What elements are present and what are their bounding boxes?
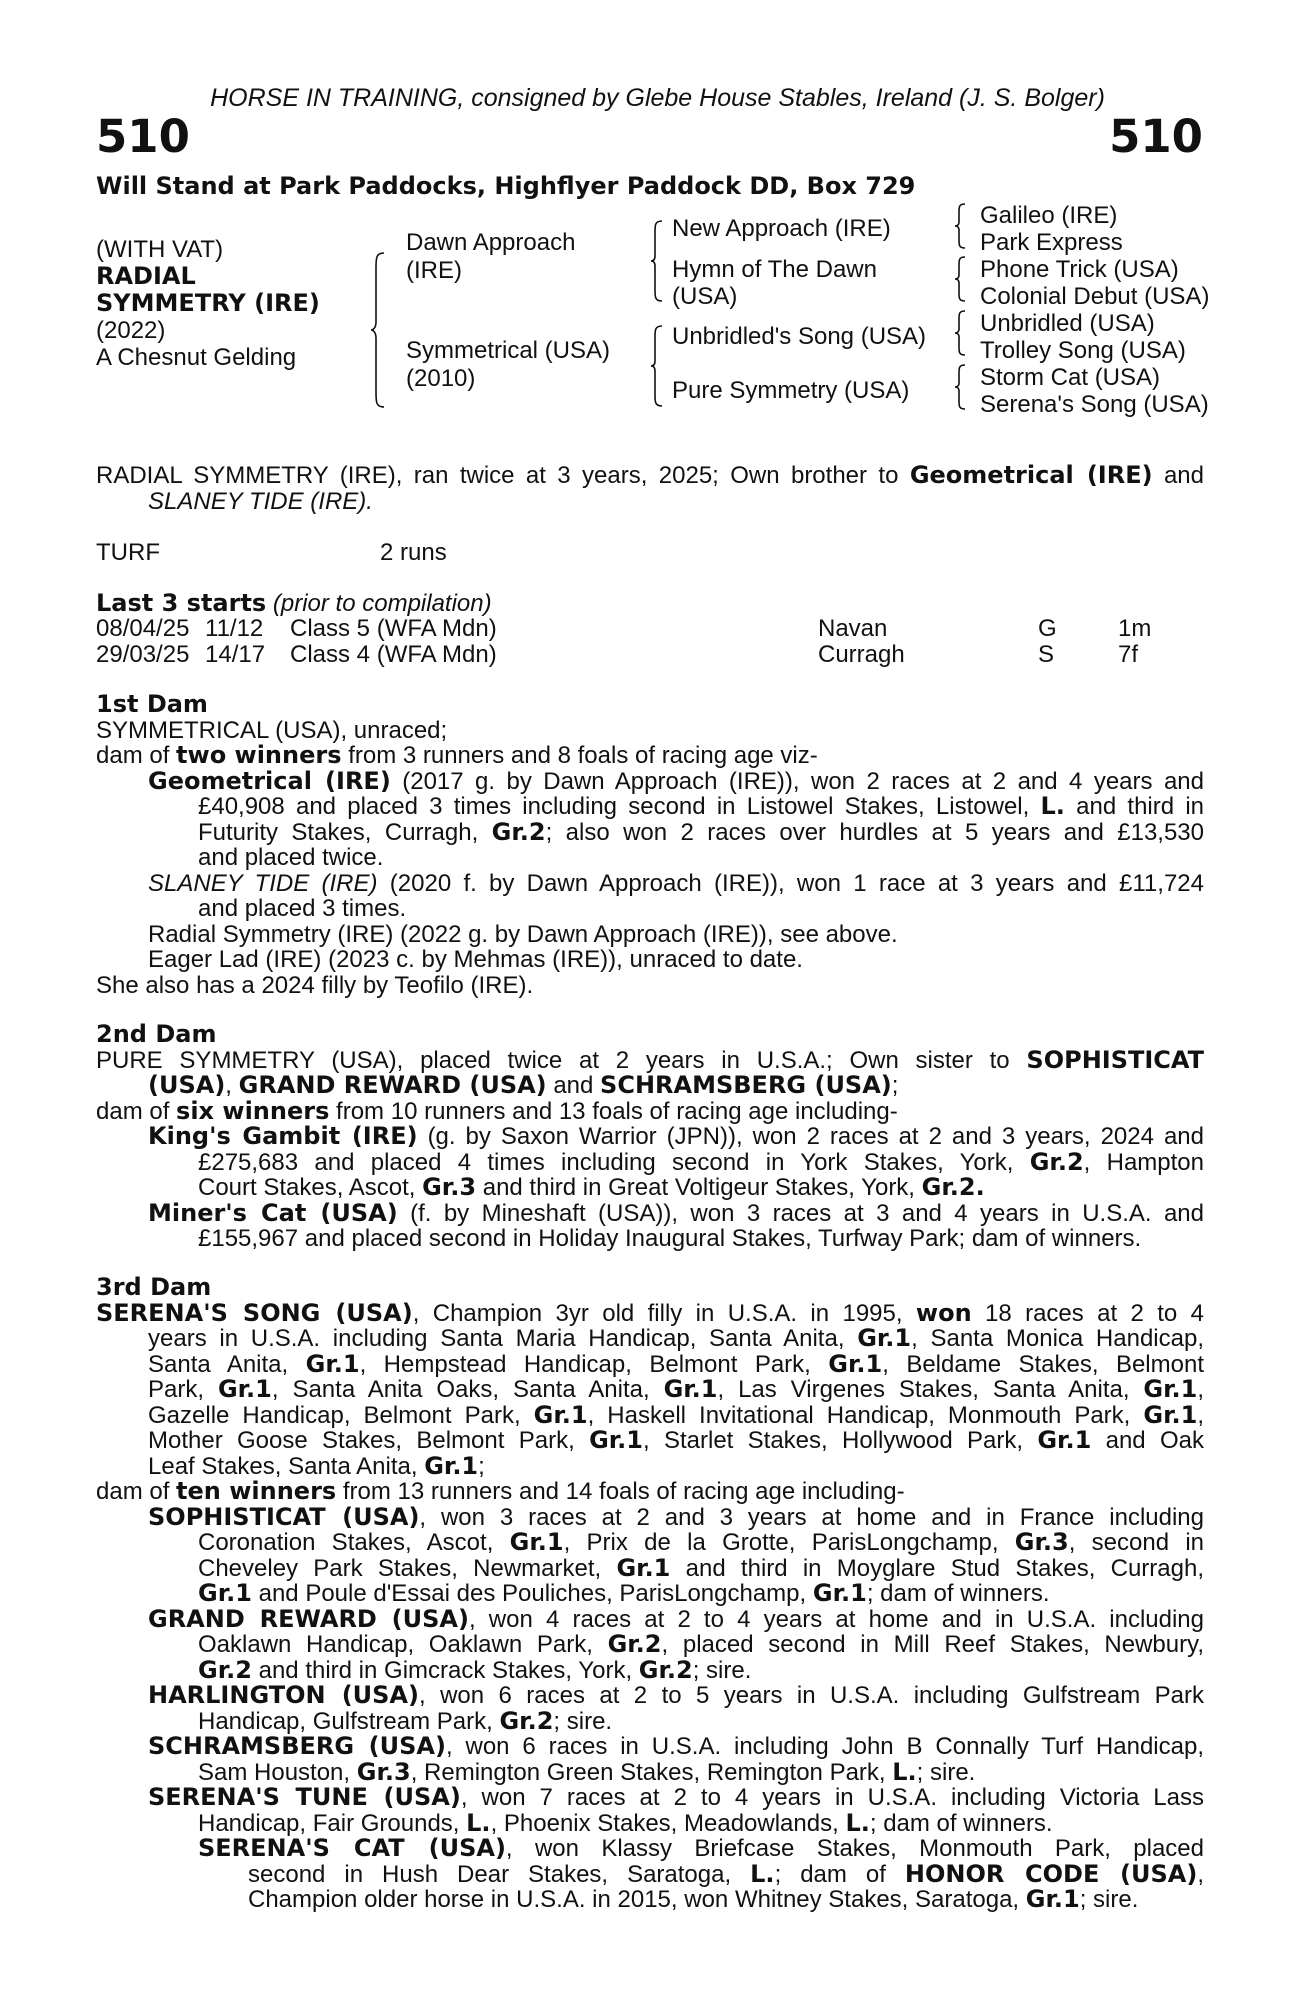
progeny-line: Court Stakes, Ascot, Gr.3 and third in Great Voltigeur Stakes, York, Gr.2.: [198, 1173, 985, 1201]
pedigree-bracket-dam: [650, 325, 668, 407]
second-dam-line: PURE SYMMETRY (USA), placed twice at 2 years in U.S.A.; Own sister to SOPHISTICAT: [96, 1045, 1204, 1074]
second-dam-heading: 2nd Dam: [96, 1020, 217, 1048]
pedigree-bracket-sire: [650, 220, 668, 302]
pedigree-dds: Storm Cat (USA): [980, 364, 1161, 391]
serenas-song-line: Gazelle Handicap, Belmont Park, Gr.1, Haskell Invitational Handicap, Monmouth Park, Gr.1,: [148, 1400, 1204, 1429]
third-dam-line: dam of ten winners from 13 runners and 14 foals of racing age including-: [96, 1477, 905, 1505]
pedigree-dam-dam: Pure Symmetry (USA): [672, 377, 910, 404]
progeny-line: Oaklawn Handicap, Oaklawn Park, Gr.2, placed second in Mill Reef Stakes, Newbury,: [198, 1630, 1205, 1658]
progeny-line: Sam Houston, Gr.3, Remington Green Stakes, Remington Park, L.; sire.: [198, 1757, 976, 1786]
pedigree-sire-line2: (IRE): [406, 257, 462, 284]
first-dam-heading: 1st Dam: [96, 690, 208, 718]
first-dam-line: She also has a 2024 filly by Teofilo (IRE).: [96, 971, 534, 999]
serenas-song-line: Park, Gr.1, Santa Anita Oaks, Santa Anita, Gr.1, Las Virgenes Stakes, Santa Anita, Gr.1,: [148, 1375, 1205, 1403]
stand-location: Will Stand at Park Paddocks, Highflyer Paddock DD, Box 729: [96, 172, 916, 200]
horse-name-line1: RADIAL: [96, 262, 196, 290]
progeny-line: and placed 3 times.: [198, 895, 407, 922]
horse-vat: (WITH VAT): [96, 236, 224, 263]
turf-label: TURF: [96, 539, 160, 566]
row-distance: 1m: [1118, 615, 1152, 642]
progeny-line: Champion older horse in U.S.A. in 2015, won Whitney Stakes, Saratoga, Gr.1; sire.: [248, 1885, 1139, 1913]
progeny-sophisticat: SOPHISTICAT (USA), won 3 races at 2 and 3 years at home and in France including: [148, 1502, 1204, 1531]
last3-heading: Last 3 starts (prior to compilation): [96, 589, 492, 617]
progeny-radial-symmetry: Radial Symmetry (IRE) (2022 g. by Dawn Approach (IRE)), see above.: [148, 920, 898, 948]
pedigree-sire-line1: Dawn Approach: [406, 229, 576, 256]
progeny-grand-reward: GRAND REWARD (USA), won 4 races at 2 to 4 years at home and in U.S.A. including: [148, 1604, 1204, 1633]
pedigree-ssd: Park Express: [980, 229, 1123, 256]
pedigree-sds: Phone Trick (USA): [980, 256, 1179, 283]
third-dam-heading: 3rd Dam: [96, 1273, 212, 1301]
progeny-line: Handicap, Fair Grounds, L., Phoenix Stakes, Meadowlands, L.; dam of winners.: [198, 1808, 1053, 1837]
pedigree-sire-dam-line2: (USA): [672, 283, 738, 310]
row-position: 11/12: [205, 615, 264, 642]
progeny-line: £275,683 and placed 4 times including second in York Stakes, York, Gr.2, Hampton: [198, 1147, 1204, 1176]
row-distance: 7f: [1118, 641, 1139, 668]
pedigree-dam-line1: Symmetrical (USA): [406, 337, 611, 364]
serenas-song-line: SERENA'S SONG (USA), Champion 3yr old filly in U.S.A. in 1995, won 18 races at 2 to 4: [96, 1298, 1204, 1327]
row-course: Curragh: [818, 641, 905, 668]
progeny-line: and placed twice.: [198, 844, 384, 871]
horse-name-line2: SYMMETRY (IRE): [96, 289, 320, 317]
progeny-line: Cheveley Park Stakes, Newmarket, Gr.1 and third in Moyglare Stud Stakes, Curragh,: [198, 1553, 1204, 1582]
progeny-line: £40,908 and placed 3 times including second in Listowel Stakes, Listowel, L. and third in: [198, 792, 1204, 820]
pedigree-dam-sire: Unbridled's Song (USA): [672, 323, 927, 350]
turf-runs: 2 runs: [380, 539, 447, 566]
row-race: Class 4 (WFA Mdn): [290, 641, 497, 668]
row-race: Class 5 (WFA Mdn): [290, 615, 497, 642]
serenas-song-line: Leaf Stakes, Santa Anita, Gr.1;: [148, 1451, 485, 1480]
progeny-schramsberg: SCHRAMSBERG (USA), won 6 races in U.S.A. including John B Connally Turf Handicap,: [148, 1732, 1204, 1760]
horse-year: (2022): [96, 317, 166, 344]
pedigree-sire-dam-line1: Hymn of The Dawn: [672, 256, 877, 283]
row-position: 14/17: [205, 641, 266, 668]
row-date: 29/03/25: [96, 641, 190, 668]
row-going: G: [1038, 615, 1057, 642]
first-dam-line: SYMMETRICAL (USA), unraced;: [96, 716, 448, 744]
progeny-line: Gr.2 and third in Gimcrack Stakes, York, Gr.2; sire.: [198, 1655, 752, 1684]
pedigree-sss: Galileo (IRE): [980, 202, 1118, 229]
row-course: Navan: [818, 615, 888, 642]
third-dam-section: [96, 1275, 1204, 1913]
pedigree-bracket-dd: [954, 364, 970, 410]
intro-line-2: SLANEY TIDE (IRE).: [148, 487, 373, 515]
progeny-serenas-cat: SERENA'S CAT (USA), won Klassy Briefcase Stakes, Monmouth Park, placed: [198, 1834, 1204, 1862]
progeny-geometrical: Geometrical (IRE) (2017 g. by Dawn Approach (IRE)), won 2 races at 2 and 4 years and: [148, 766, 1204, 795]
progeny-slaney-tide: SLANEY TIDE (IRE) (2020 f. by Dawn Approach (IRE)), won 1 race at 3 years and £11,724: [148, 869, 1204, 897]
progeny-serenas-tune: SERENA'S TUNE (USA), won 7 races at 2 to 4 years in U.S.A. including Victoria Lass: [148, 1783, 1204, 1811]
progeny-line: Futurity Stakes, Curragh, Gr.2; also won 2 races over hurdles at 5 years and £13,530: [198, 817, 1204, 846]
lot-number-left: 510: [96, 110, 190, 163]
progeny-miners-cat: Miner's Cat (USA) (f. by Mineshaft (USA)), won 3 races at 3 and 4 years in U.S.A. and: [148, 1198, 1204, 1227]
pedigree-bracket-main: [370, 252, 390, 408]
row-date: 08/04/25: [96, 615, 190, 642]
progeny-line: Handicap, Gulfstream Park, Gr.2; sire.: [198, 1706, 613, 1735]
progeny-eager-lad: Eager Lad (IRE) (2023 c. by Mehmas (IRE)), unraced to date.: [148, 946, 803, 973]
first-dam-section: [96, 692, 1204, 998]
intro-line-1: RADIAL SYMMETRY (IRE), ran twice at 3 years, 2025; Own brother to Geometrical (IRE) and: [96, 461, 1204, 489]
pedigree-bracket-ss: [954, 203, 970, 249]
pedigree-dss: Unbridled (USA): [980, 310, 1155, 337]
progeny-line: Gr.1 and Poule d'Essai des Pouliches, ParisLongchamp, Gr.1; dam of winners.: [198, 1579, 1050, 1607]
intro-paragraph: [96, 463, 1204, 514]
consignment-header: HORSE IN TRAINING, consigned by Glebe House Stables, Ireland (J. S. Bolger): [210, 84, 1105, 112]
progeny-line: £155,967 and placed second in Holiday Inaugural Stakes, Turfway Park; dam of winners.: [198, 1225, 1142, 1252]
progeny-kings-gambit: King's Gambit (IRE) (g. by Saxon Warrior (JPN)), won 2 races at 2 and 3 years, 2024 and: [148, 1122, 1204, 1150]
pedigree-ddd: Serena's Song (USA): [980, 391, 1209, 418]
first-dam-line: dam of two winners from 3 runners and 8 foals of racing age viz-: [96, 741, 818, 769]
row-going: S: [1038, 641, 1055, 668]
pedigree-dsd: Trolley Song (USA): [980, 337, 1186, 364]
second-dam-line: dam of six winners from 10 runners and 13 foals of racing age including-: [96, 1096, 898, 1125]
pedigree-sire-sire: New Approach (IRE): [672, 215, 891, 242]
lot-number-right: 510: [1109, 110, 1203, 163]
pedigree-bracket-ds: [954, 310, 970, 356]
serenas-song-line: years in U.S.A. including Santa Maria Handicap, Santa Anita, Gr.1, Santa Monica Handicap,: [148, 1324, 1204, 1352]
serenas-song-line: Mother Goose Stakes, Belmont Park, Gr.1, Starlet Stakes, Hollywood Park, Gr.1 and Oak: [148, 1426, 1204, 1454]
serenas-song-line: Santa Anita, Gr.1, Hempstead Handicap, Belmont Park, Gr.1, Beldame Stakes, Belmont: [148, 1349, 1204, 1378]
pedigree-sdd: Colonial Debut (USA): [980, 283, 1210, 310]
horse-description: A Chesnut Gelding: [96, 344, 297, 371]
pedigree-bracket-sd: [954, 256, 970, 302]
pedigree-dam-line2: (2010): [406, 365, 476, 392]
progeny-line: second in Hush Dear Stakes, Saratoga, L.; dam of HONOR CODE (USA),: [248, 1859, 1204, 1888]
progeny-line: Coronation Stakes, Ascot, Gr.1, Prix de la Grotte, ParisLongchamp, Gr.3, second in: [198, 1528, 1204, 1556]
second-dam-line: (USA), GRAND REWARD (USA) and SCHRAMSBERG (USA);: [148, 1071, 899, 1099]
progeny-harlington: HARLINGTON (USA), won 6 races at 2 to 5 years in U.S.A. including Gulfstream Park: [148, 1681, 1204, 1709]
second-dam-section: [96, 1022, 1204, 1252]
